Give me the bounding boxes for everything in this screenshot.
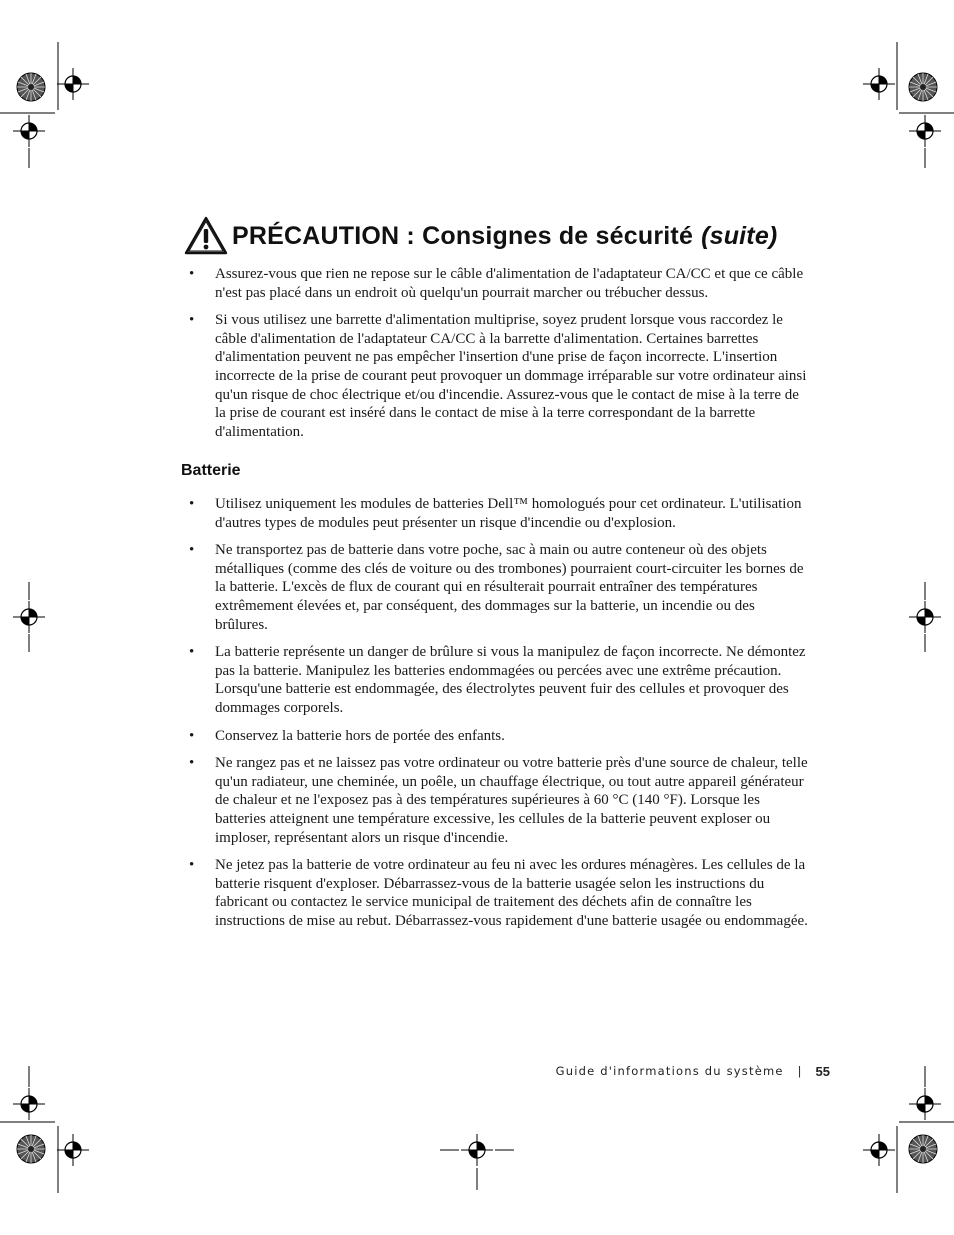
registration-crosshair-icon [461, 1134, 493, 1166]
registration-crosshair-icon [863, 1134, 895, 1166]
list-item-text: Utilisez uniquement les modules de batteries Dell™ homologués pour cet ordinateur. L'utilisation d'autres types de modules peut présenter un risque d'incendie ou d'explosion. [215, 496, 802, 531]
list-item [0, 311, 811, 441]
warning-triangle-icon [184, 216, 228, 256]
list-item [0, 495, 811, 532]
bullet: • [189, 496, 195, 512]
page-footer [556, 1062, 830, 1080]
footer-guide-title: Guide d'informations du système [555, 1064, 784, 1078]
color-wheel-icon [17, 73, 45, 101]
registration-crosshair-icon [57, 68, 89, 100]
list-item [0, 643, 811, 717]
list-item-text: La batterie représente un danger de brûlure si vous la manipulez de façon incorrecte. Ne démontez pas la batterie. Manipulez les batteries endommagées ou percées avec une extrême précaution. Lorsqu'une batterie est endommagée, des électrolytes peuvent fuir des cellules et provoquer des dommages corporels. [215, 644, 806, 716]
bullet: • [189, 755, 195, 772]
color-wheel-icon [909, 1135, 937, 1163]
bullet: • [189, 727, 195, 744]
page-title-main: PRÉCAUTION : Consignes de sécurité [232, 221, 694, 250]
list-item [0, 856, 811, 930]
crop-mark-icon [0, 42, 58, 168]
bullet: • [189, 542, 195, 559]
registration-crosshair-icon [863, 68, 895, 100]
list-item [0, 727, 811, 746]
bullet: • [189, 644, 195, 661]
intro-bullet-list [0, 265, 954, 441]
registration-crosshair-icon [909, 1088, 941, 1120]
registration-crosshair-icon [13, 115, 45, 147]
battery-bullet-list [0, 495, 954, 930]
list-item [0, 541, 811, 634]
bullet: • [189, 312, 195, 329]
list-item-text: Si vous utilisez une barrette d'alimentation multiprise, soyez prudent lorsque vous raccordez le câble d'alimentation de l'adaptateur CA/CC à la barrette d'alimentation. Certaines barrettes d'alimentation peuvent ne pas empêcher l'insertion d'une prise de façon incorrecte. L'insertion incorrecte de la prise de courant peut provoquer un dommage irréparable sur votre ordinateur ainsi qu'un risque de choc électrique et/ou d'incendie. Assurez-vous que le contact de mise à la terre de la prise de courant est inséré dans le contact de mise à la terre correspondant de la barrette d'alimentation. [215, 312, 807, 440]
registration-crosshair-icon [57, 1134, 89, 1166]
list-item-text: Ne rangez pas et ne laissez pas votre ordinateur ou votre batterie près d'une source de chaleur, telle qu'un radiateur, une cheminée, un poêle, un chauffage électrique, ou tout autre appareil générateur de chaleur et ne l'exposez pas à des températures supérieures à 60 °C (140 °F). Lorsque les batteries atteignent une température excessive, les cellules de la batterie peuvent exploser ou imploser, représentant alors un risque d'incendie. [215, 755, 808, 846]
list-item-text: Assurez-vous que rien ne repose sur le câble d'alimentation de l'adaptateur CA/CC et que ce câble n'est pas placé dans un endroit où quelqu'un pourrait marcher ou trébucher dessus. [215, 266, 804, 301]
footer-separator: | [797, 1064, 802, 1078]
list-item [0, 265, 811, 302]
registration-crosshair-icon [13, 1088, 45, 1120]
crop-mark-icon [897, 1066, 954, 1193]
crop-mark-icon [0, 1066, 58, 1193]
color-wheel-icon [17, 1135, 45, 1163]
list-item-text: Conservez la batterie hors de portée des enfants. [215, 727, 505, 744]
page-title-suffix: (suite) [701, 221, 778, 250]
list-item [0, 754, 811, 847]
bullet: • [189, 857, 195, 874]
list-item-text: Ne transportez pas de batterie dans votre poche, sac à main ou autre conteneur où des objets métalliques (comme des clés de voiture ou des trombones) pourraient court-circuiter les bornes de la batterie. L'excès de flux de courant qui en résulterait pourrait entraîner des températures extrêmement élevées et, par conséquent, des dommages sur la batterie, un incendie ou des brûlures. [215, 542, 804, 633]
page-number: 55 [815, 1063, 830, 1079]
page-title [184, 214, 884, 258]
bullet: • [189, 266, 195, 282]
section-heading-batterie: Batterie [181, 462, 241, 479]
registration-crosshair-icon [909, 115, 941, 147]
color-wheel-icon [909, 73, 937, 101]
list-item-text: Ne jetez pas la batterie de votre ordinateur au feu ni avec les ordures ménagères. Les cellules de la batterie risquent d'exploser. Débarrassez-vous de la batterie usagée selon les instructions du fabricant ou contactez le service municipal de traitement des déchets afin de connaître les instructions de mise au rebut. Débarrassez-vous rapidement d'une batterie usagée ou endommagée. [215, 857, 808, 929]
crop-mark-icon [897, 42, 954, 168]
